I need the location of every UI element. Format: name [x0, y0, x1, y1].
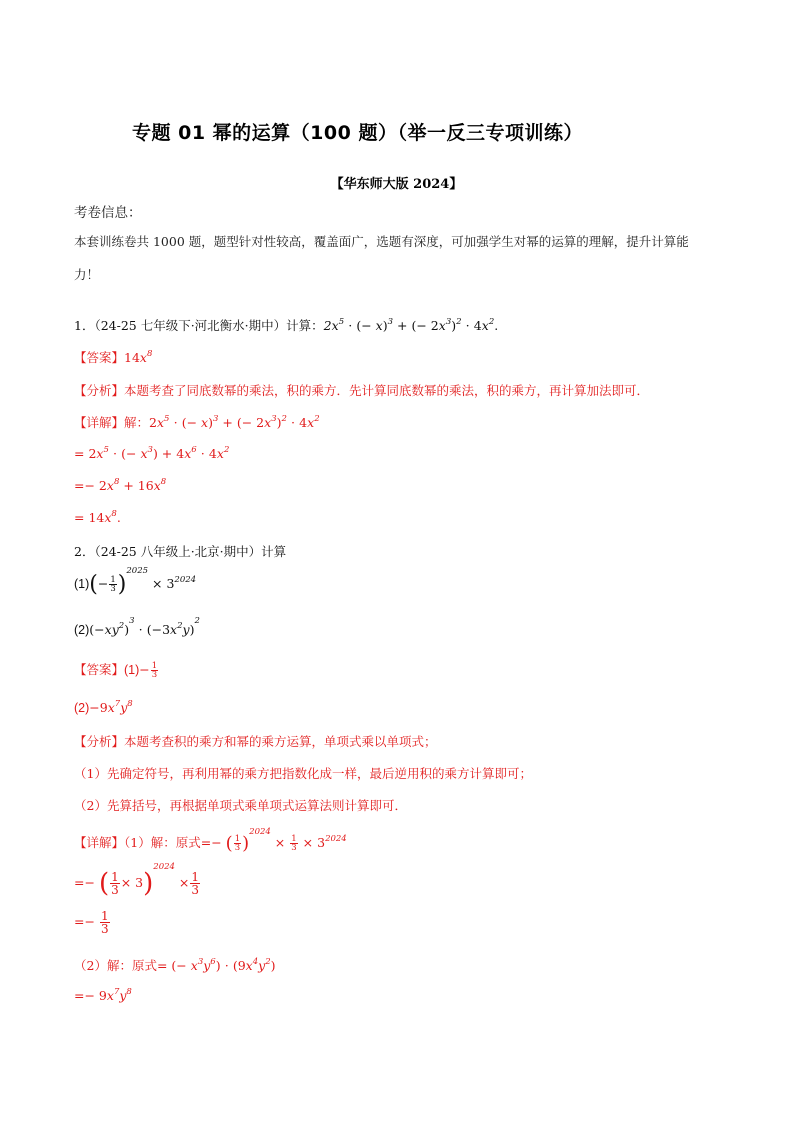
question-1 [74, 316, 498, 334]
exam-info-text-line2: 力！ [74, 267, 100, 282]
question-2-analysis-step-1: （1）先确定符号，再利用幂的乘方把指数化成一样，最后逆用积的乘方计算即可； [74, 766, 532, 781]
question-2-part-1: (1)(− $\frac{1}{3}$ )$^{2025} \times 3^{2024}$ [74, 565, 197, 597]
question-1-analysis [74, 381, 649, 399]
question-2 [74, 542, 286, 560]
question-2-source: （24-25 八年级上·北京·期中）计算 [94, 544, 287, 559]
exam-info-text-line1: 本套训练卷共 1000 题，题型针对性较高，覆盖面广，选题有深度，可加强学生对幂的运算的理解，提升计算能 [74, 234, 689, 249]
question-2-answer-2: $(2)-9x^7y^8$ [74, 699, 133, 716]
edition-subtitle: 【华东师大版 2024】 [330, 177, 463, 192]
question-1-number: 1． [74, 318, 95, 333]
analysis-tag: 【分析】 [74, 383, 125, 398]
analysis-tag: 【分析】 [74, 734, 125, 749]
question-2-answer: 【答案】(1)− $\frac{1}{3}$ [74, 660, 158, 680]
page-title: 专题 01 幂的运算（100 题）（举一反三专项训练） [132, 122, 583, 144]
answer-tag: 【答案】 [74, 662, 125, 677]
answer-tag: 【答案】 [74, 350, 125, 365]
question-2-analysis [74, 732, 437, 750]
question-1-detail-prefix: 解： [124, 415, 150, 430]
question-1-step-3: = $14x^8$. [74, 509, 121, 526]
question-2-analysis-step-2: （2）先算括号，再根据单项式乘单项式运算法则计算即可． [74, 798, 407, 813]
question-2-detail-2: （2）解：原式= (− $x^3y^6) \cdot (9x^4y^2)$ [74, 956, 276, 973]
question-1-step-2: =− $2x^8 + 16x^8$ [74, 477, 167, 494]
question-1-answer [74, 348, 152, 366]
question-2-detail-2-step-1: =− $9x^7y^8$ [74, 987, 132, 1004]
question-2-part-2: $(2)(-xy^2)^3 \cdot (-3x^2y)^2$ [74, 616, 200, 638]
question-1-source: （24-25 七年级下·河北衡水·期中）计算： [94, 318, 324, 333]
detail-tag: 【详解】 [74, 835, 125, 850]
detail-tag: 【详解】 [74, 415, 125, 430]
question-1-step-1: = $2x^5$ ⋅ (− $x^3) + 4x^6 \cdot 4x^2$ [74, 445, 230, 462]
question-1-analysis-text: 本题考查了同底数幂的乘法，积的乘方．先计算同底数幂的乘法，积的乘方，再计算加法即可． [124, 383, 650, 398]
question-2-analysis-text: 本题考查积的乘方和幂的乘方运算，单项式乘以单项式； [124, 734, 437, 749]
question-2-detail-1-step-1: =− ( $\frac{1}{3}$ × 3)$^{2024}$ × $\frac{1}{3}$ [74, 862, 200, 898]
question-2-detail-1: 【详解】（1）解：原式=− ( $\frac{1}{3}$ )$^{2024}$ × $\frac{1}{3}$ × $3^{2024}$ [74, 826, 347, 854]
question-1-expression: $2x^5$ ⋅ (− x)$^3$ + (− $2x^3)^2 \cdot 4x^2$. [323, 316, 499, 333]
question-1-detail: 【详解】解：$2x^5$ ⋅ (− x)$^3$ + (− $2x^3)^2 \cdot 4x^2$ [74, 413, 320, 430]
question-2-number: 2． [74, 544, 95, 559]
exam-info-label: 考卷信息： [74, 205, 142, 221]
question-2-detail-1-step-2: =− $\frac{1}{3}$ [74, 909, 109, 936]
question-1-answer-expression: $14x^8$ [124, 348, 153, 365]
